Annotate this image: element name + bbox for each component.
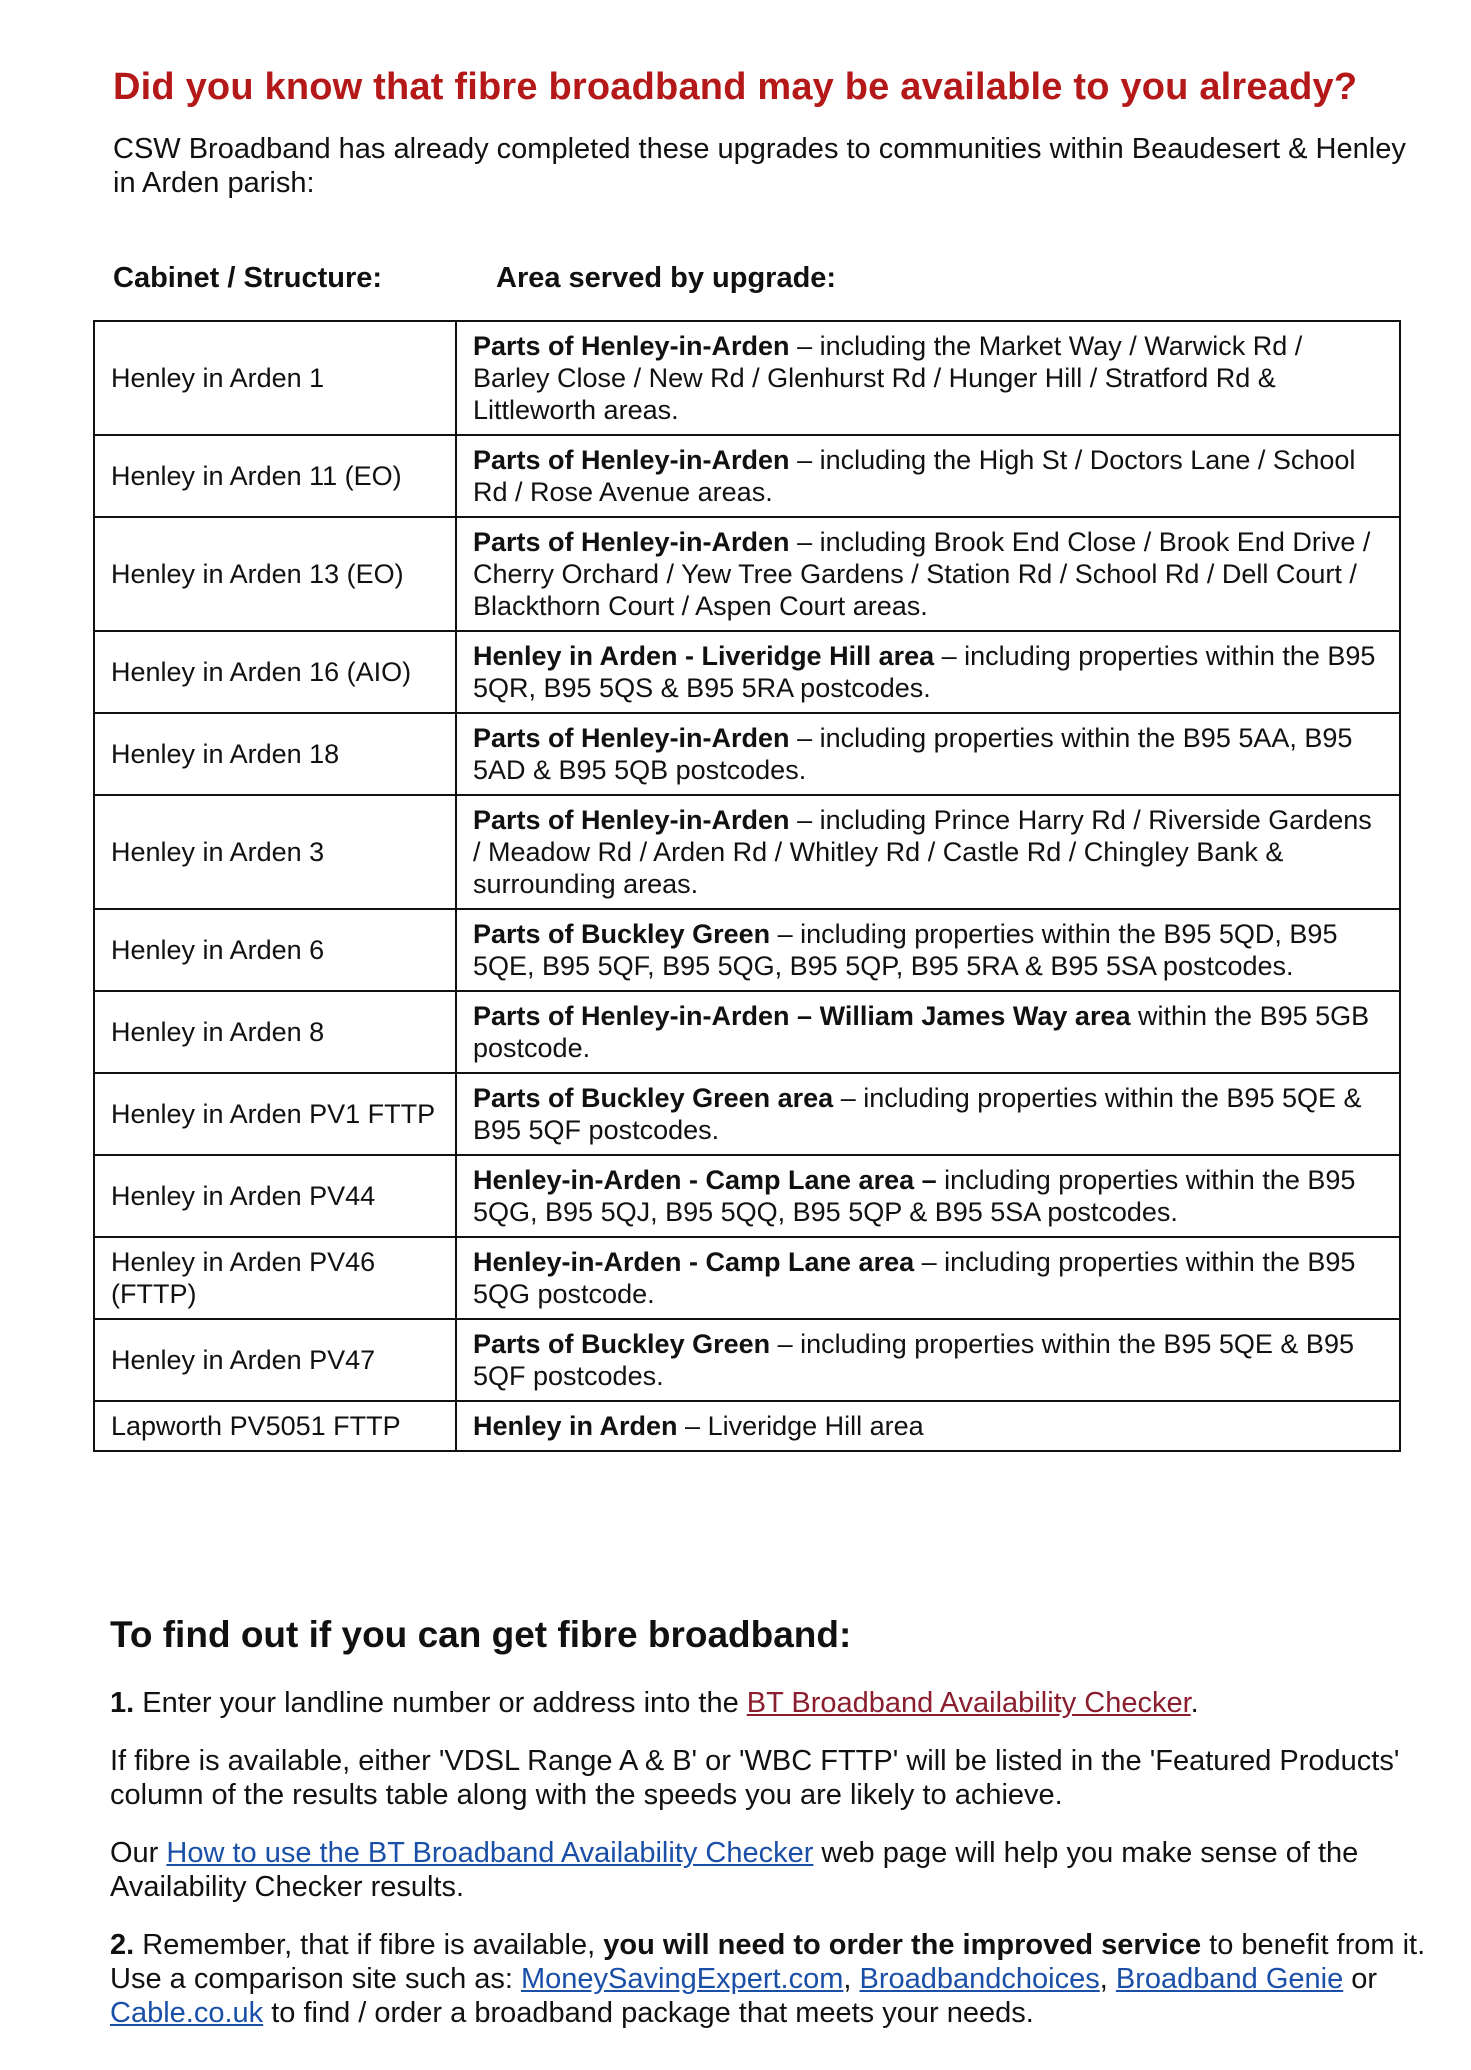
area-cell xyxy=(456,1073,1400,1155)
cabinet-cell: Henley in Arden 11 (EO) xyxy=(94,435,456,517)
area-detail: – including the High St / Doctors Lane / School Rd / Rose Avenue areas. xyxy=(473,445,1356,507)
area-name: Parts of Buckley Green xyxy=(473,919,771,949)
area-name: Henley in Arden xyxy=(473,1411,678,1441)
area-detail: – including properties within the B95 5QD, B95 5QE, B95 5QF, B95 5QG, B95 5QP, B95 5RA & B95 5SA postcodes. xyxy=(473,919,1338,981)
area-cell xyxy=(456,631,1400,713)
table-row xyxy=(94,435,1400,517)
find-out-heading: To find out if you can get fibre broadband: xyxy=(110,1614,852,1655)
area-name: Henley in Arden - Liveridge Hill area xyxy=(473,641,935,671)
table-row xyxy=(94,517,1400,631)
area-cell xyxy=(456,1319,1400,1401)
table-row xyxy=(94,631,1400,713)
area-detail: – including properties within the B95 5QG postcode. xyxy=(473,1247,1356,1309)
area-cell xyxy=(456,795,1400,909)
area-detail: – including Brook End Close / Brook End Drive / Cherry Orchard / Yew Tree Gardens / Station Rd / School Rd / Dell Court / Blackthorn Court / Aspen Court areas. xyxy=(473,527,1371,621)
separator: or xyxy=(1343,1963,1378,1995)
cabinet-cell: Henley in Arden 8 xyxy=(94,991,456,1073)
how-to-use-checker-link[interactable]: How to use the BT Broadband Availability Checker xyxy=(166,1837,814,1869)
bt-checker-link[interactable]: BT Broadband Availability Checker xyxy=(746,1687,1191,1719)
area-detail: – Liveridge Hill area xyxy=(677,1411,924,1441)
how-to-paragraph xyxy=(110,1836,1450,1904)
step-2 xyxy=(110,1928,1450,2030)
area-name: Parts of Henley-in-Arden – William James Way area xyxy=(473,1001,1131,1031)
area-cell xyxy=(456,1237,1400,1319)
table-row xyxy=(94,1073,1400,1155)
area-detail: – including properties within the B95 5QE & B95 5QF postcodes. xyxy=(473,1329,1354,1391)
cabinet-cell: Henley in Arden 18 xyxy=(94,713,456,795)
separator: , xyxy=(843,1963,860,1995)
upgrade-table xyxy=(93,320,1401,1452)
cabinet-cell: Henley in Arden PV44 xyxy=(94,1155,456,1237)
cabinet-cell: Henley in Arden 13 (EO) xyxy=(94,517,456,631)
step-1 xyxy=(110,1686,1450,1720)
table-row xyxy=(94,1155,1400,1237)
table-row xyxy=(94,1401,1400,1451)
column-header-area: Area served by upgrade: xyxy=(496,262,837,294)
headline: Did you know that fibre broadband may be available to you already? xyxy=(113,66,1358,108)
table-row xyxy=(94,909,1400,991)
area-detail: within the B95 5GB postcode. xyxy=(473,1001,1370,1063)
separator: , xyxy=(1099,1963,1116,1995)
area-cell xyxy=(456,1401,1400,1451)
area-detail: – including Prince Harry Rd / Riverside Gardens / Meadow Rd / Arden Rd / Whitley Rd / Castle Rd / Chingley Bank & surrounding areas. xyxy=(473,805,1372,899)
area-detail: – including the Market Way / Warwick Rd / Barley Close / New Rd / Glenhurst Rd / Hunger Hill / Stratford Rd & Littleworth areas. xyxy=(473,331,1303,425)
step-2-mid: to benefit from it. Use a comparison site such as: xyxy=(110,1929,1426,1995)
area-cell xyxy=(456,1155,1400,1237)
cabinet-cell: Henley in Arden PV47 xyxy=(94,1319,456,1401)
cabinet-cell: Henley in Arden PV46 (FTTP) xyxy=(94,1237,456,1319)
area-detail: including properties within the B95 5QG, B95 5QJ, B95 5QQ, B95 5QP & B95 5SA postcodes. xyxy=(473,1165,1356,1227)
area-cell xyxy=(456,713,1400,795)
broadbandchoices-link[interactable]: Broadbandchoices xyxy=(859,1963,1100,1995)
area-name: Parts of Henley-in-Arden xyxy=(473,527,790,557)
area-detail: – including properties within the B95 5QE & B95 5QF postcodes. xyxy=(473,1083,1362,1145)
area-name: Parts of Henley-in-Arden xyxy=(473,445,790,475)
intro-text: CSW Broadband has already completed these upgrades to communities within Beaudesert & Henley in Arden parish: xyxy=(113,133,1406,199)
moneysavingexpert-link[interactable]: MoneySavingExpert.com xyxy=(521,1963,844,1995)
area-name: Parts of Buckley Green area xyxy=(473,1083,834,1113)
how-to-suffix: web page will help you make sense of the Availability Checker results. xyxy=(110,1837,1359,1903)
table-row xyxy=(94,1237,1400,1319)
table-row xyxy=(94,991,1400,1073)
step-1-text: Enter your landline number or address into the xyxy=(134,1687,747,1719)
step-2-pre: Remember, that if fibre is available, xyxy=(134,1929,604,1961)
area-cell xyxy=(456,321,1400,435)
step-2-end: to find / order a broadband package that meets your needs. xyxy=(263,1997,1034,2029)
area-cell xyxy=(456,909,1400,991)
area-name: Parts of Henley-in-Arden xyxy=(473,331,790,361)
area-name: Henley-in-Arden - Camp Lane area xyxy=(473,1247,915,1277)
step-1-end: . xyxy=(1190,1687,1199,1719)
cabinet-cell: Henley in Arden 3 xyxy=(94,795,456,909)
area-detail: – including properties within the B95 5AA, B95 5AD & B95 5QB postcodes. xyxy=(473,723,1353,785)
cabinet-cell: Lapworth PV5051 FTTP xyxy=(94,1401,456,1451)
fibre-note: If fibre is available, either 'VDSL Range A & B' or 'WBC FTTP' will be listed in the 'Featured Products' column of the results table along with the speeds you are likely to achieve. xyxy=(110,1745,1400,1811)
area-name: Henley-in-Arden - Camp Lane area – xyxy=(473,1165,937,1195)
area-name: Parts of Buckley Green xyxy=(473,1329,771,1359)
broadband-genie-link[interactable]: Broadband Genie xyxy=(1115,1963,1344,1995)
table-row xyxy=(94,1319,1400,1401)
area-detail: – including properties within the B95 5QR, B95 5QS & B95 5RA postcodes. xyxy=(473,641,1376,703)
area-name: Parts of Henley-in-Arden xyxy=(473,805,790,835)
how-to-prefix: Our xyxy=(110,1837,167,1869)
area-cell xyxy=(456,517,1400,631)
table-row xyxy=(94,795,1400,909)
column-header-cabinet: Cabinet / Structure: xyxy=(113,262,383,294)
cabinet-cell: Henley in Arden 1 xyxy=(94,321,456,435)
area-cell xyxy=(456,435,1400,517)
step-2-number: 2. xyxy=(110,1929,135,1961)
table-row xyxy=(94,321,1400,435)
cabinet-cell: Henley in Arden 6 xyxy=(94,909,456,991)
step-1-number: 1. xyxy=(110,1687,135,1719)
cable-co-uk-link[interactable]: Cable.co.uk xyxy=(110,1997,264,2029)
step-2-emphasis: you will need to order the improved service xyxy=(603,1929,1202,1961)
cabinet-cell: Henley in Arden 16 (AIO) xyxy=(94,631,456,713)
table-row xyxy=(94,713,1400,795)
cabinet-cell: Henley in Arden PV1 FTTP xyxy=(94,1073,456,1155)
area-cell xyxy=(456,991,1400,1073)
area-name: Parts of Henley-in-Arden xyxy=(473,723,790,753)
